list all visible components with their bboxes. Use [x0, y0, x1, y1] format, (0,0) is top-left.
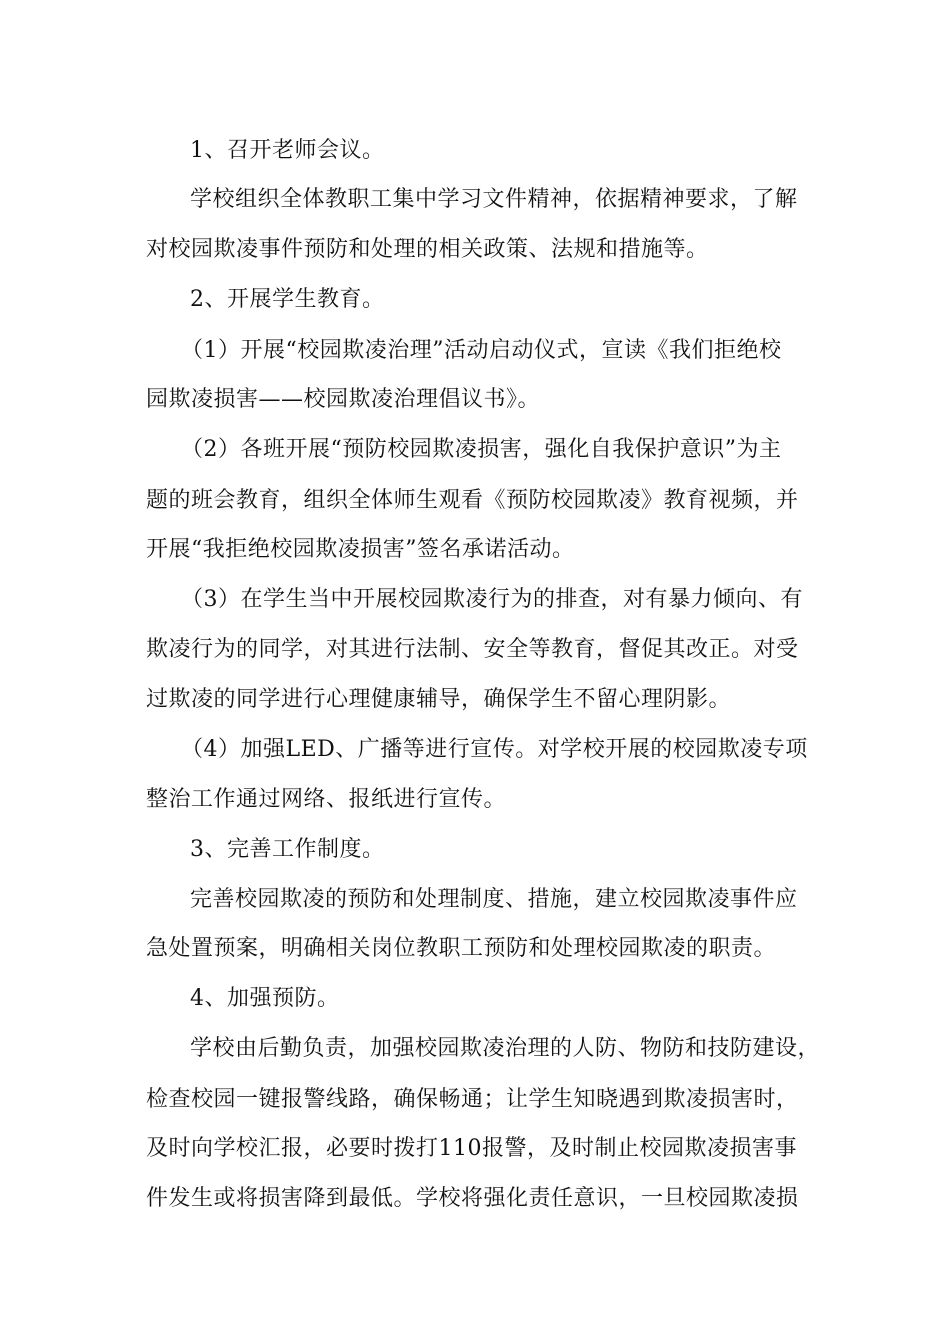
heading-item-4: 4、加强预防。	[190, 986, 340, 1011]
paragraph-line: 学校组织全体教职工集中学习文件精神，依据精神要求，了解	[190, 187, 798, 212]
paragraph-line: 对校园欺凌事件预防和处理的相关政策、法规和措施等。	[146, 237, 709, 262]
heading-item-3: 3、完善工作制度。	[190, 837, 385, 862]
paragraph-line: 学校由后勤负责，加强校园欺凌治理的人防、物防和技防建设，	[190, 1036, 821, 1061]
paragraph-line: 完善校园欺凌的预防和处理制度、措施，建立校园欺凌事件应	[190, 887, 798, 912]
paragraph-line: 题的班会教育，组织全体师生观看《预防校园欺凌》教育视频，并	[146, 488, 799, 513]
paragraph-line: （3）在学生当中开展校园欺凌行为的排查，对有暴力倾向、有	[181, 587, 803, 612]
paragraph-line: 园欺凌损害——校园欺凌治理倡议书》。	[146, 387, 541, 412]
paragraph-line: 件发生或将损害降到最低。学校将强化责任意识，一旦校园欺凌损	[146, 1186, 799, 1211]
paragraph-line: 过欺凌的同学进行心理健康辅导，确保学生不留心理阴影。	[146, 687, 732, 712]
paragraph-line: （4）加强LED、广播等进行宣传。对学校开展的校园欺凌专项	[181, 737, 808, 762]
paragraph-line: （1）开展“校园欺凌治理”活动启动仪式，宣读《我们拒绝校	[181, 338, 782, 363]
paragraph-line: 欺凌行为的同学，对其进行法制、安全等教育，督促其改正。对受	[146, 637, 799, 662]
paragraph-line: 急处置预案，明确相关岗位教职工预防和处理校园欺凌的职责。	[146, 936, 777, 961]
paragraph-line: 检查校园一键报警线路，确保畅通；让学生知晓遇到欺凌损害时，	[146, 1087, 799, 1112]
heading-item-2: 2、开展学生教育。	[190, 287, 385, 312]
paragraph-line: 开展“我拒绝校园欺凌损害”签名承诺活动。	[146, 537, 575, 562]
paragraph-line: 及时向学校汇报，必要时拨打110报警，及时制止校园欺凌损害事	[146, 1136, 797, 1161]
paragraph-line: （2）各班开展“预防校园欺凌损害，强化自我保护意识”为主	[181, 437, 782, 462]
heading-item-1: 1、召开老师会议。	[190, 138, 385, 163]
paragraph-line: 整治工作通过网络、报纸进行宣传。	[146, 787, 507, 812]
